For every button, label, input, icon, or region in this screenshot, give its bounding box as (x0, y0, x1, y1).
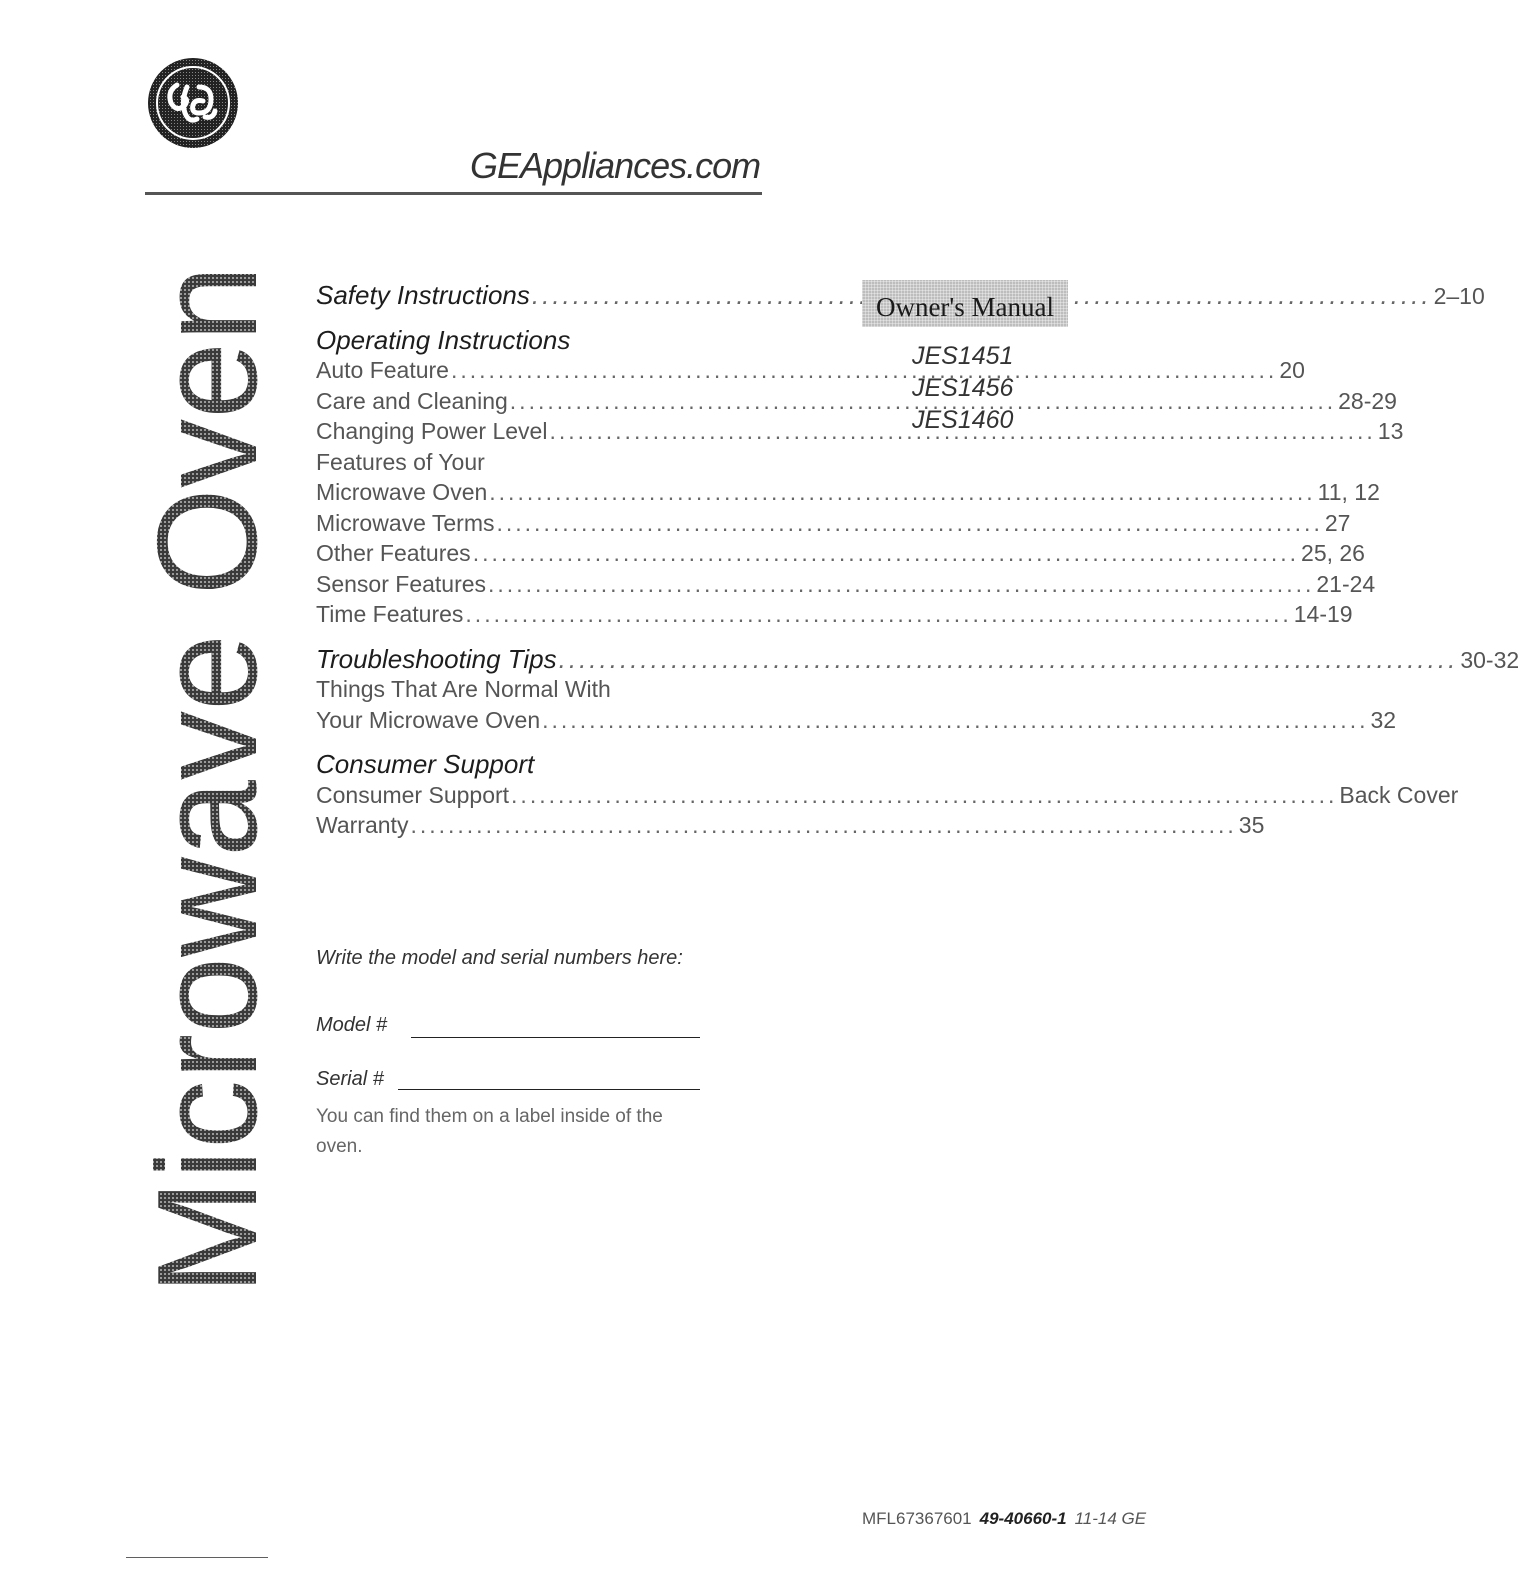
vertical-title-text: Microwave Oven (128, 237, 287, 1295)
print-date: 11-14 GE (1074, 1509, 1147, 1528)
toc-item: Other Features ..... 25, 26 (316, 538, 686, 569)
toc-item: Features of Your (316, 448, 485, 475)
vertical-title (128, 237, 287, 1300)
owners-manual-badge (862, 280, 1068, 327)
header-rule (145, 192, 762, 195)
toc-item: Your Microwave Oven ..... 32 (316, 705, 686, 736)
model-number: JES1451 (912, 342, 1014, 370)
model-number-line[interactable] (411, 1037, 700, 1038)
model-label: Model # (316, 1014, 388, 1036)
bottom-link-rule (126, 1557, 268, 1558)
ge-monogram-icon (147, 57, 239, 149)
record-instruction: Write the model and serial numbers here: (316, 947, 683, 969)
badge-label: Owner's Manual (875, 292, 1055, 322)
part-number: MFL67367601 (862, 1509, 972, 1528)
ge-logo (147, 57, 239, 149)
toc-item: Time Features ..... 14-19 (316, 599, 686, 630)
footer-codes (862, 1509, 1146, 1529)
toc-item: Care and Cleaning ..... 28-29 (316, 386, 686, 417)
toc-item: Consumer Support ..... Back Cover (316, 780, 686, 811)
serial-label: Serial # (316, 1068, 384, 1090)
model-list (912, 340, 1013, 436)
toc-item: Sensor Features ..... 21-24 (316, 569, 686, 600)
toc-item: Things That Are Normal With (316, 676, 611, 702)
model-number: JES1456 (912, 374, 1014, 402)
toc-item: Microwave Oven ..... 11, 12 (316, 477, 686, 508)
toc-item: Microwave Terms ..... 27 (316, 508, 686, 539)
toc-section-operating: Operating Instructions (316, 324, 571, 355)
website-url: GEAppliances.com (470, 145, 761, 186)
serial-number-line[interactable] (398, 1089, 700, 1090)
toc-item: Auto Feature ..... 20 (316, 355, 686, 386)
toc-section-troubleshooting: Troubleshooting Tips ..... 30-32 (316, 644, 686, 675)
toc-item: Changing Power Level ..... 13 (316, 416, 686, 447)
find-label-text: You can find them on a label inside of the oven. (316, 1106, 663, 1157)
model-number: JES1460 (912, 406, 1014, 434)
toc-section-safety: Safety Instructions ..... 2–10 (316, 280, 686, 311)
toc-item: Warranty ..... 35 (316, 810, 686, 841)
toc-section-consumer: Consumer Support (316, 749, 535, 779)
publication-number: 49-40660-1 (979, 1509, 1067, 1528)
